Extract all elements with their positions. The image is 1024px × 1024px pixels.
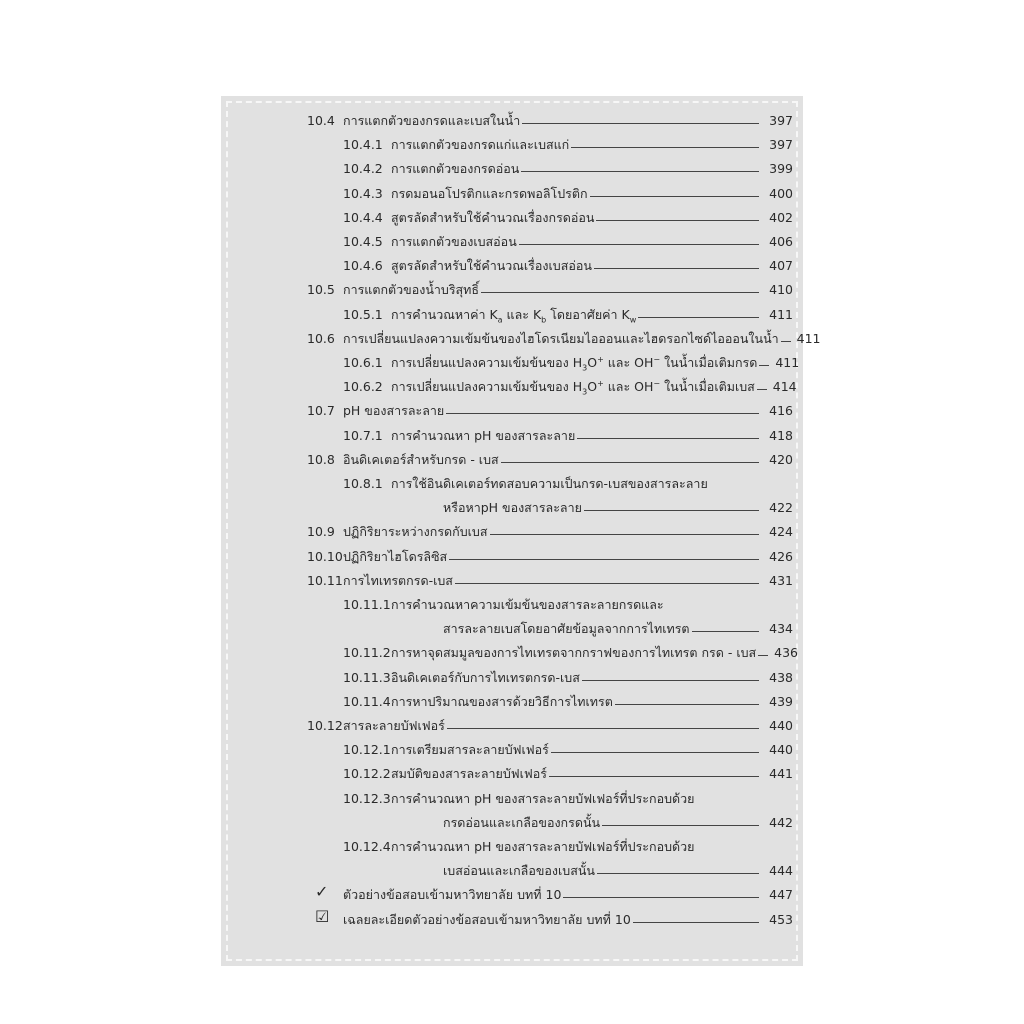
toc-page-number: 440 (769, 718, 793, 733)
leader-line (758, 655, 768, 656)
toc-title: การแตกตัวของกรดอ่อน (391, 161, 520, 177)
toc-title: การเปลี่ยนแปลงความเข้มข้นของไฮโดรเนียมไอออนและไฮดรอกไซด์ไอออนในน้ำ (343, 330, 779, 346)
toc-entry[interactable] (391, 348, 800, 373)
toc-number: 10.8 (307, 451, 335, 467)
leader-line (501, 462, 759, 463)
toc-number: 10.12.2 (343, 766, 391, 782)
toc-number: 10.9 (307, 524, 335, 540)
leader-line (481, 292, 759, 293)
toc-page-number: 422 (769, 500, 793, 516)
toc-title: สมบัติของสารละลายบัฟเฟอร์ (391, 766, 547, 782)
toc-title: การหาจุดสมมูลของการไทเทรตจากกราฟของการไทเทรต กรด - เบส (391, 645, 757, 661)
leader-line (584, 510, 759, 511)
toc-number: 10.4.3 (343, 185, 383, 201)
toc-page-number: 431 (769, 572, 793, 588)
toc-page-number: 439 (769, 693, 793, 709)
leader-line (521, 171, 759, 172)
toc-title: การแตกตัวของกรดและเบสในน้ำ (343, 113, 521, 128)
toc-entry[interactable] (391, 832, 793, 854)
toc-title: การแตกตัวของเบสอ่อน (391, 234, 517, 249)
toc-title: การเปลี่ยนแปลงความเข้มข้นของ $H_3O^+$ และ OH− ในน้ำเมื่อเติมเบส (391, 379, 755, 397)
toc-number: 10.6.2 (343, 379, 383, 395)
leader-line (447, 728, 759, 729)
toc-number: 10.7 (307, 403, 335, 419)
toc-number: 10.6.1 (343, 355, 383, 370)
toc-page-number: 399 (769, 161, 793, 177)
toc-number: 10.4.6 (343, 258, 383, 274)
toc-number: 10.6 (307, 330, 335, 346)
leader-line (759, 365, 769, 366)
toc-title: การหาปริมาณของสารด้วยวิธีการไทเทรต (391, 693, 613, 709)
leader-line (590, 196, 759, 197)
leader-line (633, 922, 759, 923)
toc-title: กรดมอนอโปรติกและกรดพอลิโปรติก (391, 185, 588, 201)
toc-page-number: 410 (769, 282, 793, 298)
toc-entry[interactable] (391, 663, 793, 685)
toc-title: การคำนวณหาความเข้มข้นของสารละลายกรดและ (391, 597, 664, 612)
toc-page-number: 426 (769, 548, 793, 564)
toc-title: สูตรลัดสำหรับใช้คำนวณเรื่องเบสอ่อน (391, 258, 592, 274)
toc-title-continuation: หรือหาpH ของสารละลาย (443, 500, 582, 516)
toc-entry[interactable] (391, 638, 799, 661)
leader-line (596, 220, 759, 221)
toc-entry[interactable] (343, 396, 793, 418)
toc-number: 10.12.1 (343, 742, 391, 758)
toc-entry[interactable] (343, 905, 793, 927)
toc-title: ปฏิกิริยาระหว่างกรดกับเบส (343, 524, 488, 540)
toc-entry[interactable] (391, 130, 793, 152)
checkmark-icon: ✓ (315, 882, 329, 902)
toc-entry-continuation (443, 493, 793, 515)
toc-number: 10.11 (307, 572, 343, 588)
leader-line (449, 559, 759, 560)
toc-entry-continuation (443, 614, 793, 636)
toc-page-number: 416 (769, 403, 793, 419)
toc-entry[interactable] (343, 711, 793, 733)
leader-line (551, 752, 759, 753)
toc-entry[interactable] (391, 421, 793, 443)
toc-entry-continuation (443, 808, 793, 830)
toc-number: 10.11.4 (343, 693, 391, 709)
toc-number: 10.4.1 (343, 137, 383, 153)
leader-line (757, 389, 767, 390)
toc-page-number: 434 (769, 621, 793, 637)
toc-page-number: 453 (769, 911, 793, 927)
toc-page-number: 402 (769, 209, 793, 225)
toc-page-number: 441 (769, 766, 793, 782)
leader-line (446, 413, 759, 414)
toc-number: 10.8.1 (343, 476, 383, 491)
toc-number: 10.4.2 (343, 161, 383, 177)
toc-title: สารละลายบัฟเฟอร์ (343, 718, 445, 733)
toc-entry[interactable] (343, 566, 793, 588)
toc-title: การเปลี่ยนแปลงความเข้มข้นของ $H_3O^+$ และ OH− ในน้ำเมื่อเติมกรด (391, 354, 758, 373)
toc-number: 10.5 (307, 282, 335, 298)
toc-title: เฉลยละเอียดตัวอย่างข้อสอบเข้ามหาวิทยาลัย บทที่ 10 (343, 911, 631, 927)
toc-entry[interactable] (391, 687, 793, 709)
toc-number: 10.12 (307, 718, 343, 733)
toc-title: การคำนวณหา pH ของสารละลาย (391, 427, 576, 443)
toc-page-number: 438 (769, 669, 793, 685)
toc-page-number: 397 (769, 113, 793, 128)
toc-title: สูตรลัดสำหรับใช้คำนวณเรื่องกรดอ่อน (391, 209, 595, 225)
toc-number: 10.7.1 (343, 427, 383, 443)
toc-number: 10.11.2 (343, 645, 391, 661)
toc-entry[interactable] (391, 784, 793, 806)
toc-title-continuation: กรดอ่อนและเกลือของกรดนั้น (443, 814, 601, 830)
toc-entry[interactable] (343, 880, 793, 902)
toc-entry[interactable] (391, 735, 793, 757)
toc-page-number: 414 (772, 379, 797, 395)
toc-entry[interactable] (391, 300, 793, 325)
leader-line (594, 268, 759, 269)
toc-page-number: 411 (796, 330, 821, 346)
toc-page-number: 397 (769, 137, 793, 153)
toc-page-number: 411 (769, 306, 793, 322)
leader-line (571, 147, 759, 148)
toc-number: 10.11.1 (343, 597, 391, 612)
toc-number: 10.12.4 (343, 839, 391, 854)
leader-line (563, 897, 759, 898)
leader-line (549, 776, 759, 777)
leader-line (519, 244, 759, 245)
toc-number: 10.4 (307, 113, 335, 128)
toc-title: pH ของสารละลาย (343, 403, 445, 419)
toc-page-number: 442 (769, 814, 793, 830)
toc-page-number: 400 (769, 185, 793, 201)
toc-title: การเตรียมสารละลายบัฟเฟอร์ (391, 742, 549, 758)
toc-entry[interactable] (391, 179, 793, 201)
toc-entry[interactable] (391, 372, 797, 397)
toc-entry[interactable] (391, 251, 793, 273)
toc-entry[interactable] (343, 324, 821, 346)
toc-number: 10.12.3 (343, 790, 391, 806)
toc-title-continuation: สารละลายเบสโดยอาศัยข้อมูลจากการไทเทรต (443, 621, 690, 637)
toc-entry[interactable] (343, 445, 793, 467)
checkbox-icon: ☑ (315, 906, 330, 926)
toc-title: การแตกตัวของน้ำบริสุทธิ์ (343, 282, 480, 298)
toc-entry[interactable] (343, 542, 793, 564)
toc-number: 10.4.5 (343, 234, 383, 249)
toc-number: 10.5.1 (343, 306, 383, 322)
toc-entry[interactable] (343, 275, 793, 297)
toc-page-number: 406 (769, 234, 793, 249)
toc-entry-continuation (443, 856, 793, 878)
leader-line (692, 631, 759, 632)
toc-page-number: 440 (769, 742, 793, 758)
leader-line (490, 534, 759, 535)
toc-title: การคำนวณหา pH ของสารละลายบัฟเฟอร์ที่ประกอบด้วย (391, 790, 695, 806)
toc-title: อินดิเคเตอร์สำหรับกรด - เบส (343, 451, 499, 467)
toc-title: การคำนวณหา pH ของสารละลายบัฟเฟอร์ที่ประกอบด้วย (391, 839, 695, 854)
toc-entry[interactable] (343, 106, 793, 128)
leader-line (638, 317, 759, 318)
toc-page-number: 420 (769, 451, 793, 467)
toc-entry[interactable] (343, 517, 793, 539)
leader-line (577, 438, 759, 439)
leader-line (582, 680, 759, 681)
leader-line (615, 704, 759, 705)
toc-number: 10.10 (307, 548, 343, 564)
toc-page-number: 447 (769, 887, 793, 903)
leader-line (455, 583, 759, 584)
toc-number: 10.11.3 (343, 669, 391, 685)
toc-number: 10.4.4 (343, 209, 383, 225)
toc-entry[interactable] (391, 759, 793, 781)
document-page (221, 96, 821, 966)
toc-title: การคำนวณหาค่า $K_a$ และ $K_b$ โดยอาศัยค่า $K_w$ (391, 306, 637, 325)
toc-page-number: 444 (769, 863, 793, 879)
toc-entry[interactable] (391, 227, 793, 249)
toc-title: การใช้อินดิเคเตอร์ทดสอบความเป็นกรด-เบสของสารละลาย (391, 476, 708, 491)
toc-title-continuation: เบสอ่อนและเกลือของเบสนั้น (443, 863, 595, 879)
toc-title: ปฏิกิริยาไฮโดรลิซิส (343, 548, 448, 564)
toc-entry[interactable] (391, 469, 793, 491)
toc-title: อินดิเคเตอร์กับการไทเทรตกรด-เบส (391, 669, 580, 685)
toc-page-number: 411 (775, 355, 800, 370)
toc-title: การแตกตัวของกรดแก่และเบสแก่ (391, 137, 570, 153)
leader-line (597, 873, 759, 874)
toc-page-number: 418 (769, 427, 793, 443)
toc-entry[interactable] (391, 203, 793, 225)
leader-line (781, 341, 791, 342)
toc-entry[interactable] (391, 590, 793, 612)
toc-title: ตัวอย่างข้อสอบเข้ามหาวิทยาลัย บทที่ 10 (343, 887, 562, 903)
leader-line (522, 123, 759, 124)
toc-page-number: 407 (769, 258, 793, 274)
toc-title: การไทเทรตกรด-เบส (343, 572, 453, 588)
leader-line (602, 825, 759, 826)
toc-page-number: 424 (769, 524, 793, 540)
toc-entry[interactable] (391, 154, 793, 176)
toc-page-number: 436 (774, 645, 799, 661)
